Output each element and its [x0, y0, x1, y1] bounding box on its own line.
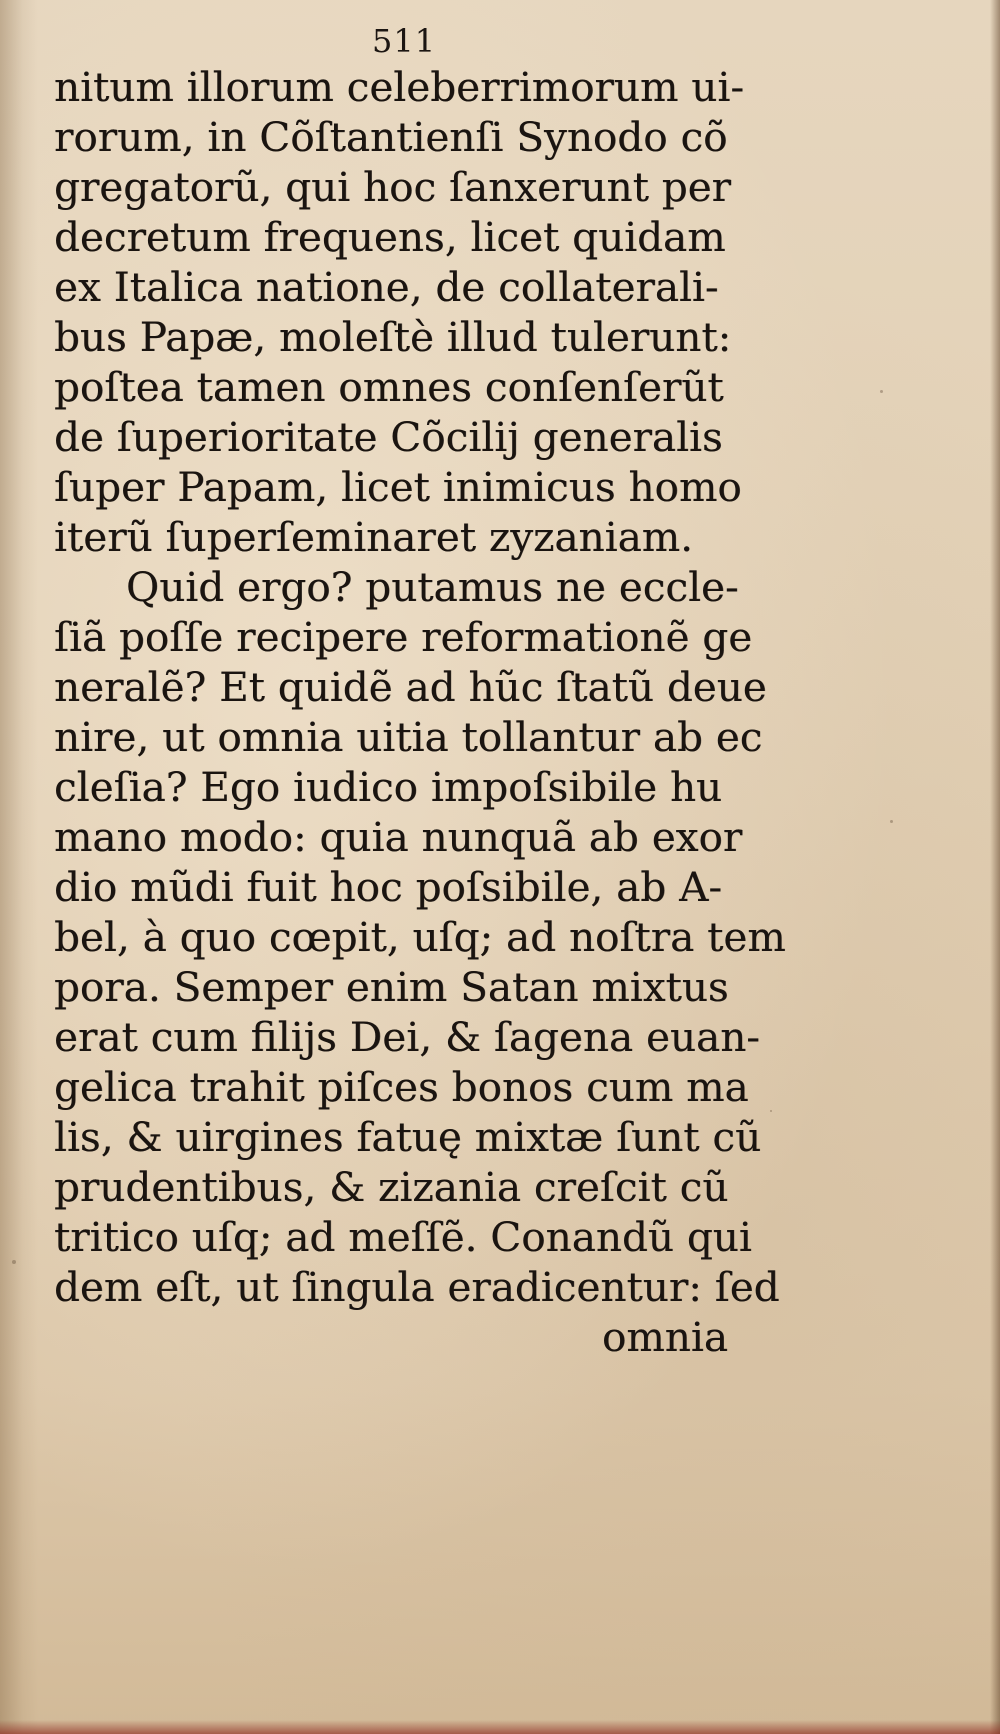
text-line: pora. Semper enim Satan mixtus: [54, 963, 729, 1011]
text-line: dio mũdi fuit hoc poſsibile, ab A-: [54, 863, 723, 911]
text-line: dem eſt, ut ſingula eradicentur: ſed: [54, 1263, 780, 1311]
text-line: gelica trahit piſces bonos cum ma: [54, 1063, 749, 1111]
paper-speck: [890, 820, 893, 823]
paper-speck: [880, 390, 883, 393]
text-line: neralẽ? Et quidẽ ad hũc ſtatũ deue: [54, 663, 767, 711]
text-line: lis, & uirgines fatuę mixtæ ſunt cũ: [54, 1113, 762, 1161]
text-line: erat cum filijs Dei, & ſagena euan-: [54, 1013, 760, 1061]
page-number: 511: [372, 22, 437, 60]
text-line: ſuper Papam, licet inimicus homo: [54, 463, 742, 511]
text-line: tritico uſq; ad meſſẽ. Conandũ qui: [54, 1213, 752, 1261]
text-line: poſtea tamen omnes conſenſerũt: [54, 363, 724, 411]
body-text: [54, 62, 786, 1362]
text-line: de ſuperioritate Cõcilij generalis: [54, 413, 723, 461]
text-line: prudentibus, & zizania creſcit cũ: [54, 1163, 729, 1211]
text-line: bus Papæ, moleſtè illud tulerunt:: [54, 313, 732, 361]
page-edge-bottom: [0, 1720, 1000, 1734]
text-line: bel, à quo cœpit, uſq; ad noſtra tem: [54, 913, 786, 961]
text-line: iterũ ſuperſeminaret zyzaniam.: [54, 513, 694, 561]
paper-speck: [770, 1110, 772, 1112]
text-line: ſiã poſſe recipere reformationẽ ge: [54, 613, 753, 661]
text-line: mano modo: quia nunquã ab exor: [54, 813, 743, 861]
text-line: decretum frequens, licet quidam: [54, 213, 726, 261]
text-line: cleſia? Ego iudico impoſsibile hu: [54, 763, 723, 811]
text-line: gregatorũ, qui hoc ſanxerunt per: [54, 163, 731, 211]
paper-speck: [12, 1260, 16, 1264]
text-line: ex Italica natione, de collaterali-: [54, 263, 719, 311]
catchword: omnia: [602, 1313, 728, 1361]
text-line: nire, ut omnia uitia tollantur ab ec: [54, 713, 763, 761]
spine-shadow: [0, 0, 38, 1734]
paragraph-start-line: Quid ergo? putamus ne eccle-: [126, 563, 739, 611]
text-line: rorum, in Cõſtantienſi Synodo cõ: [54, 113, 728, 161]
text-line: nitum illorum celeberrimorum ui-: [54, 63, 745, 111]
page-edge-right: [990, 0, 1000, 1734]
